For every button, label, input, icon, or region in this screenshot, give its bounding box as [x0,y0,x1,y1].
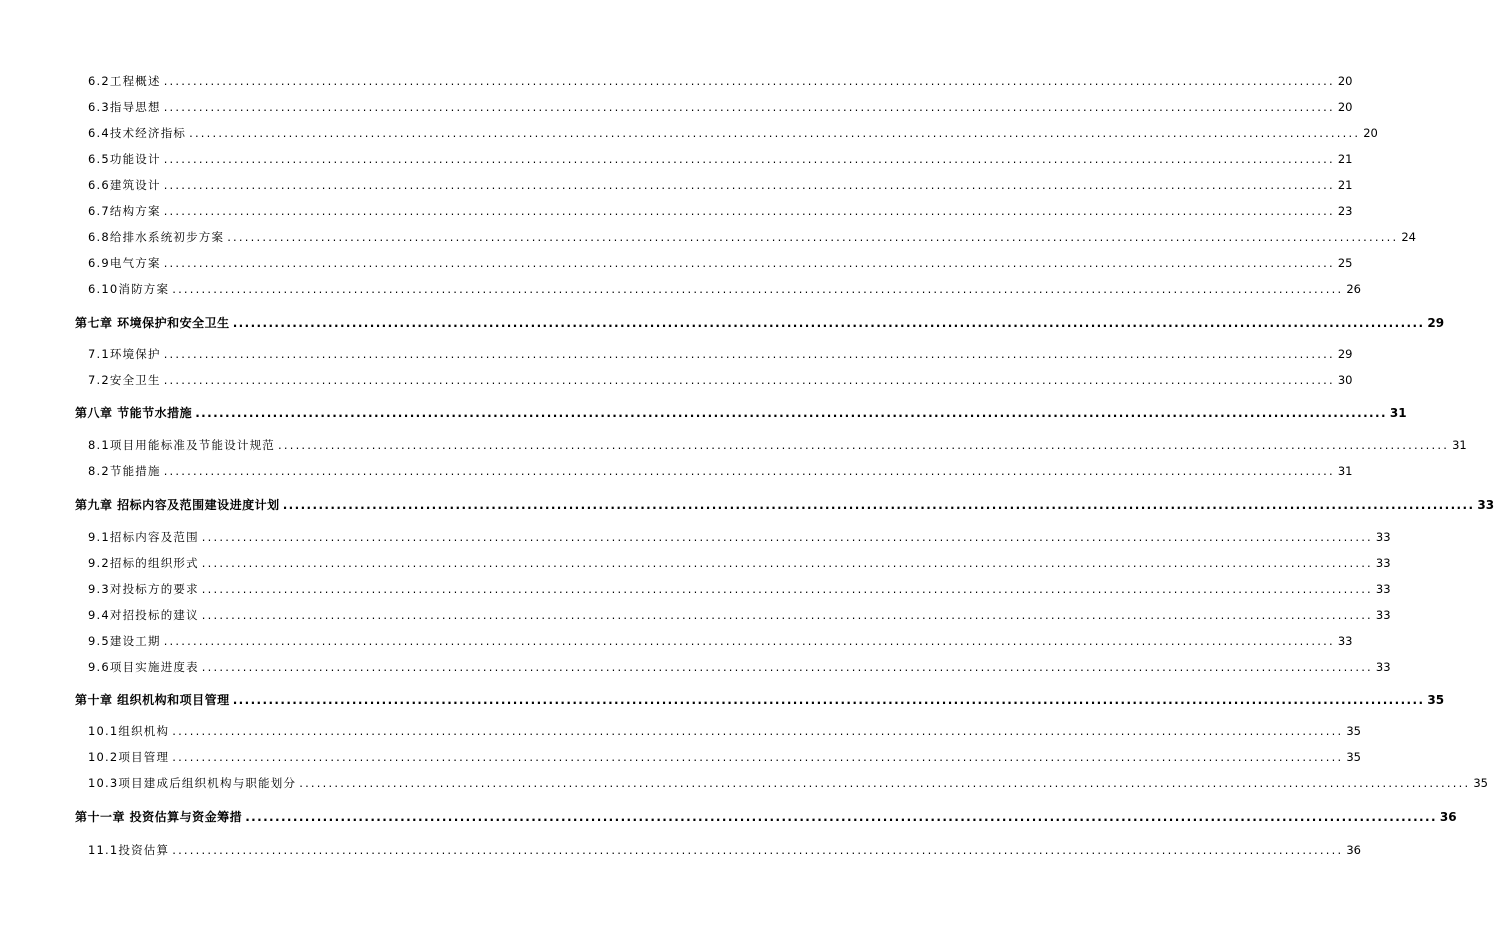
toc-page-number: 35 [1346,724,1361,738]
toc-entry-label: 6.3指导思想 [88,100,161,114]
toc-section-entry[interactable] [88,125,1378,141]
toc-entry-label: 6.5功能设计 [88,152,161,166]
toc-section-entry[interactable] [88,372,1353,388]
toc-page-number: 35 [1427,693,1445,707]
toc-dot-leader: ........................................................................................................................................................................................................ [299,776,1471,790]
toc-entry-label: 11.1投资估算 [88,843,170,857]
toc-page-number: 24 [1401,230,1416,244]
toc-section-entry[interactable] [88,99,1353,115]
toc-page-number: 36 [1346,843,1361,857]
toc-section-entry[interactable] [88,659,1391,675]
toc-entry-label: 6.10消防方案 [88,282,170,296]
toc-section-entry[interactable] [88,723,1361,739]
toc-entry-label: 6.2工程概述 [88,74,161,88]
toc-entry-label: 第七章 环境保护和安全卫生 [75,316,230,330]
toc-section-entry[interactable] [88,529,1391,545]
toc-entry-label: 8.1项目用能标准及节能设计规范 [88,438,275,452]
toc-page-number: 31 [1337,464,1353,478]
toc-section-entry[interactable] [88,229,1416,245]
toc-page-number: 29 [1427,316,1445,330]
toc-page-number: 26 [1346,282,1361,296]
toc-dot-leader: ........................................................................................................................................................................................................ [201,530,1373,544]
toc-entry-label: 6.8给排水系统初步方案 [88,230,225,244]
toc-section-entry[interactable] [88,607,1391,623]
toc-page-number: 20 [1337,74,1353,88]
toc-dot-leader: ........................................................................................................................................................................................................ [201,582,1373,596]
toc-page-number: 35 [1346,750,1361,764]
toc-entry-label: 第八章 节能节水措施 [75,406,193,420]
toc-entry-label: 6.4技术经济指标 [88,126,187,140]
toc-page-number: 33 [1375,660,1391,674]
toc-section-entry[interactable] [88,255,1353,271]
toc-entry-label: 9.5建设工期 [88,634,161,648]
toc-chapter-entry[interactable] [75,404,1407,421]
toc-page-number: 36 [1439,810,1457,824]
toc-dot-leader: ........................................................................................................................................................................................................ [163,74,1335,88]
toc-dot-leader: ........................................................................................................................................................................................................ [172,750,1344,764]
toc-page-number: 33 [1337,634,1353,648]
toc-entry-label: 9.3对投标方的要求 [88,582,199,596]
toc-entry-label: 第十一章 投资估算与资金筹措 [75,810,243,824]
toc-dot-leader: ........................................................................................................................................................................................................ [282,498,1475,512]
toc-section-entry[interactable] [88,437,1467,453]
toc-dot-leader: ........................................................................................................................................................................................................ [172,724,1344,738]
toc-dot-leader: ........................................................................................................................................................................................................ [189,126,1361,140]
toc-entry-label: 第九章 招标内容及范围建设进度计划 [75,498,280,512]
toc-page-number: 23 [1337,204,1353,218]
toc-dot-leader: ........................................................................................................................................................................................................ [172,843,1344,857]
toc-page-number: 21 [1337,178,1353,192]
toc-dot-leader: ........................................................................................................................................................................................................ [163,347,1335,361]
toc-section-entry[interactable] [88,281,1361,297]
toc-entry-label: 10.2项目管理 [88,750,170,764]
toc-section-entry[interactable] [88,177,1353,193]
toc-section-entry[interactable] [88,633,1353,649]
toc-dot-leader: ........................................................................................................................................................................................................ [201,608,1373,622]
toc-section-entry[interactable] [88,842,1361,858]
toc-entry-label: 7.2安全卫生 [88,373,161,387]
toc-page-number: 31 [1389,406,1407,420]
toc-entry-label: 9.6项目实施进度表 [88,660,199,674]
toc-section-entry[interactable] [88,151,1353,167]
toc-chapter-entry[interactable] [75,808,1457,825]
toc-entry-label: 9.1招标内容及范围 [88,530,199,544]
toc-entry-label: 9.4对招投标的建议 [88,608,199,622]
toc-dot-leader: ........................................................................................................................................................................................................ [163,464,1335,478]
toc-chapter-entry[interactable] [75,691,1445,708]
toc-section-entry[interactable] [88,775,1488,791]
toc-page-number: 31 [1452,438,1467,452]
toc-page-number: 33 [1375,556,1391,570]
toc-dot-leader: ........................................................................................................................................................................................................ [227,230,1399,244]
toc-dot-leader: ........................................................................................................................................................................................................ [163,152,1335,166]
toc-dot-leader: ........................................................................................................................................................................................................ [195,406,1387,420]
toc-chapter-entry[interactable] [75,496,1494,513]
toc-page-number: 21 [1337,152,1353,166]
toc-dot-leader: ........................................................................................................................................................................................................ [163,373,1335,387]
toc-page-number: 33 [1375,582,1391,596]
toc-page-number: 20 [1337,100,1353,114]
toc-dot-leader: ........................................................................................................................................................................................................ [163,204,1335,218]
toc-section-entry[interactable] [88,749,1361,765]
toc-entry-label: 7.1环境保护 [88,347,161,361]
toc-entry-label: 10.3项目建成后组织机构与职能划分 [88,776,297,790]
toc-entry-label: 6.6建筑设计 [88,178,161,192]
toc-entry-label: 10.1组织机构 [88,724,170,738]
toc-dot-leader: ........................................................................................................................................................................................................ [163,634,1335,648]
toc-dot-leader: ........................................................................................................................................................................................................ [245,810,1437,824]
toc-chapter-entry[interactable] [75,314,1445,331]
toc-page-number: 33 [1477,498,1494,512]
toc-section-entry[interactable] [88,463,1353,479]
toc-section-entry[interactable] [88,346,1353,362]
toc-dot-leader: ........................................................................................................................................................................................................ [163,100,1335,114]
toc-page-number: 30 [1337,373,1353,387]
toc-page-number: 33 [1375,530,1391,544]
toc-page-number: 35 [1473,776,1488,790]
toc-entry-label: 6.7结构方案 [88,204,161,218]
toc-dot-leader: ........................................................................................................................................................................................................ [163,256,1335,270]
toc-entry-label: 6.9电气方案 [88,256,161,270]
toc-dot-leader: ........................................................................................................................................................................................................ [278,438,1450,452]
toc-dot-leader: ........................................................................................................................................................................................................ [163,178,1335,192]
toc-section-entry[interactable] [88,555,1391,571]
toc-dot-leader: ........................................................................................................................................................................................................ [201,556,1373,570]
toc-page-number: 33 [1375,608,1391,622]
toc-dot-leader: ........................................................................................................................................................................................................ [232,316,1425,330]
toc-page-number: 20 [1363,126,1378,140]
toc-page-number: 29 [1337,347,1353,361]
toc-dot-leader: ........................................................................................................................................................................................................ [201,660,1373,674]
toc-entry-label: 9.2招标的组织形式 [88,556,199,570]
toc-entry-label: 第十章 组织机构和项目管理 [75,693,230,707]
toc-section-entry[interactable] [88,581,1391,597]
toc-dot-leader: ........................................................................................................................................................................................................ [232,693,1425,707]
toc-section-entry[interactable] [88,203,1353,219]
toc-page-number: 25 [1337,256,1353,270]
toc-section-entry[interactable] [88,73,1353,89]
toc-dot-leader: ........................................................................................................................................................................................................ [172,282,1344,296]
toc-entry-label: 8.2节能措施 [88,464,161,478]
